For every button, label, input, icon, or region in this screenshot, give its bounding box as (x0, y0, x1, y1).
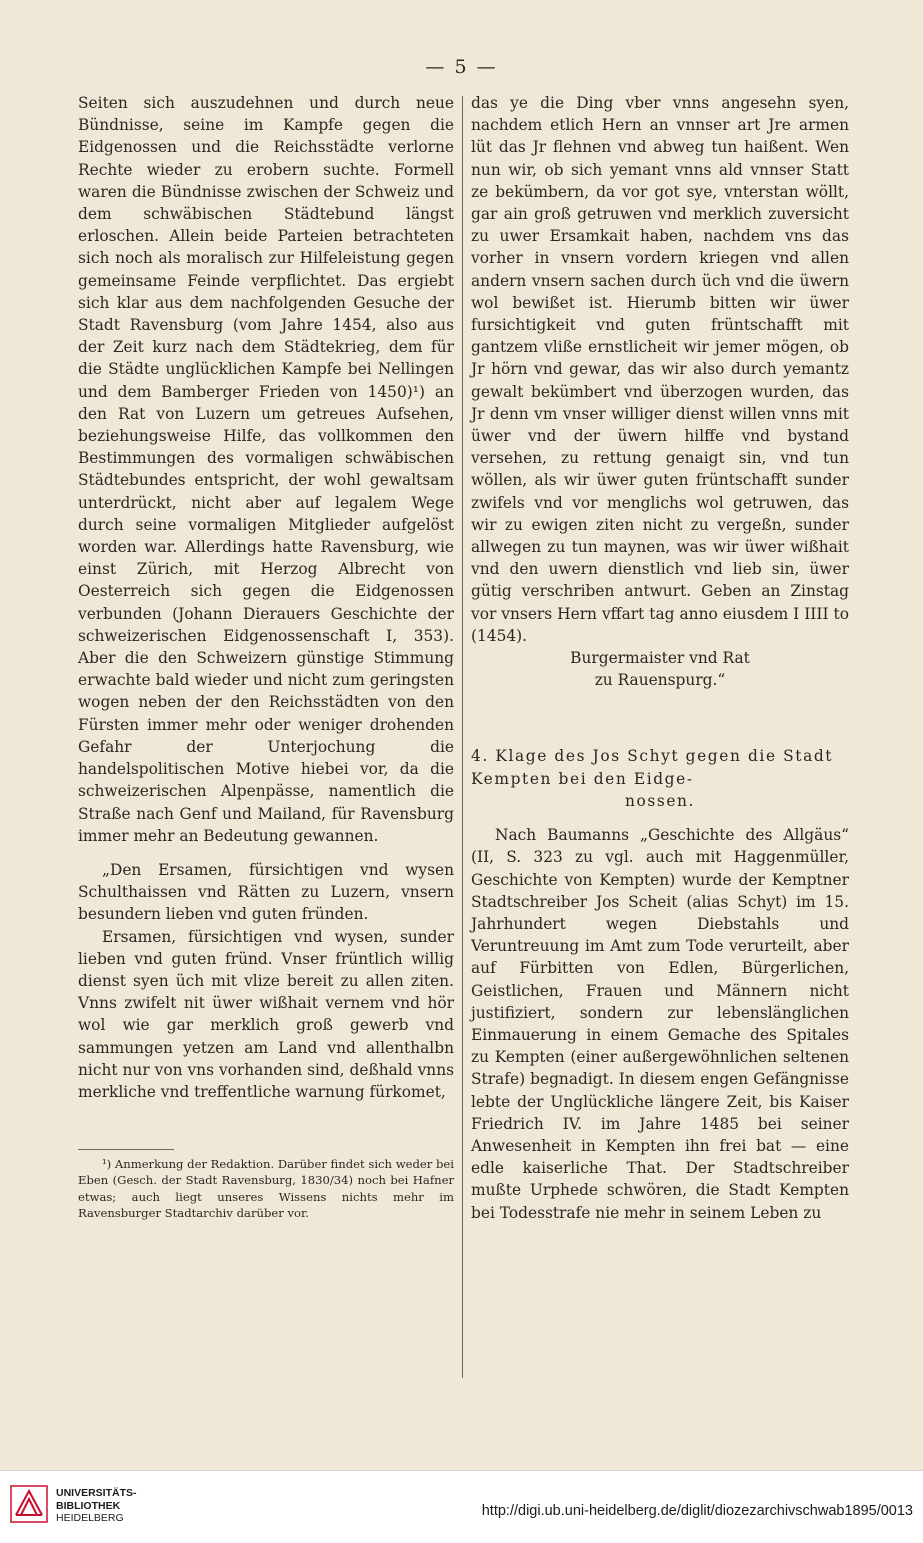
closing-line-1: Burgermaister vnd Rat (570, 649, 750, 668)
right-paragraph-1: das ye die Ding vber vnns angesehn syen, nachdem etlich Hern an vnnser art Jre armen lüt das Jr flehnen vnd abweg tun haißent. Wen nun wir, ob sich yemant vnns ald vnnser Statt ze bekümbern, da vor got sye, vnterstan wöllt, gar ain groß getruwen vnd merklich zuversicht zu uwer Ersamkait haben, nachdem vns das vorher in vnsern vordern kriegen vnd allen andern vnsern sachen durch üch vnd die üwern wol bewißet ist. Hierumb bitten wir üwer fursichtigkeit vnd guten früntschafft mit gantzem vliße ernstlicheit wir jemer mögen, ob Jr hörn vnd gewar, das wir also durch yemantz gewalt bekümbert vnd überzogen wurden, das Jr denn vm vnser williger dienst willen vnns mit üwer vnd der üwern hilffe vnd bystand versehen, zu rettung genaigt sin, vnd tun wöllen, als wir üwer guten früntschafft sunder zwifels vnd vor menglichs wol getruwen, das wir zu ewigen ziten nicht zu vergeßn, sunder allwegen zu tun maynen, was wir üwer wißhait vnd den uwern dienstlich vnd lieb sin, üwer gütig verschriben antwurt. Geben an Zinstag vor vnsers Hern vffart tag anno eiusdem I IIII to (1454). (471, 94, 849, 645)
right-paragraph-2: Nach Baumanns „Geschichte des Allgäus“ (II, S. 323 zu vgl. auch mit Haggenmüller, Geschichte von Kempten) wurde der Kemptner Stadtschreiber Jos Scheit (alias Schyt) im 15. Jahrhundert wegen Diebstahls und Veruntreuung im Amt zum Tode verurteilt, aber auf Fürbitten von Edlen, Bürgerlichen, Geistlichen, Frauen und Männern nicht justifiziert, sondern zur lebenslänglichen Einmauerung in einem Gemache des Spitales zu Kempten (einer außergewöhnlichen seltenen Strafe) begnadigt. In diesem engen Gefängnisse lebte der Unglückliche längere Zeit, bis Kaiser Friedrich IV. im Jahre 1485 bei seiner Anwesenheit in Kempten ihn frei bat — eine edle kaiserliche That. Der Stadtschreiber mußte Urphede schwören, die Stadt Kempten bei Todesstrafe nie mehr in seinem Leben zu (471, 826, 849, 1222)
heidelberg-university-library-logo-icon[interactable] (10, 1485, 48, 1523)
left-paragraph-2: „Den Ersamen, fürsichtigen vnd wysen Schulthaissen vnd Rätten zu Luzern, vnsern besundern lieben vnd guten fründen. (78, 860, 454, 924)
permalink-url[interactable]: http://digi.ub.uni-heidelberg.de/diglit/diozezarchivschwab1895/0013 (481, 1503, 913, 1519)
institution-line-1: UNIVERSITÄTS- (56, 1487, 137, 1499)
page-number: — 5 — (425, 56, 498, 78)
footnote: ¹) Anmerkung der Redaktion. Darüber findet sich weder bei Eben (Gesch. der Stadt Ravensburg, 1830/34) noch bei Hafner etwas; auch liegt unseres Wissens nichts mehr im Ravensburger Stadtarchiv darüber vor. (78, 1157, 454, 1220)
closing-line-2: zu Rauenspurg.“ (594, 671, 726, 690)
footnote-divider (78, 1149, 174, 1150)
section-heading (471, 745, 849, 812)
left-column (78, 92, 454, 1221)
section-heading-line-1: 4. Klage des Jos Schyt gegen die Stadt Kempten bei den Eidge- (471, 747, 834, 788)
left-paragraph-3: Ersamen, fürsichtigen vnd wysen, sunder lieben vnd guten fründ. Vnser früntlich willig dienst syen üch mit vlize bereit zu allen ziten. Vnns zwifelt nit üwer wißhait vernem vnd hör wol wie gar merklich groß gewerb vnd sammungen yetzen am Land vnd allenthalbn nicht nur von vns vorhanden sind, deßhald vnns merkliche vnd treffentliche warnung fürkomet, (78, 927, 454, 1101)
left-paragraph-1: Seiten sich auszudehnen und durch neue Bündnisse, seine im Kampfe gegen die Eidgenossen und die Reichsstädte verlorne Rechte wieder zu erobern suchte. Formell waren die Bündnisse zwischen der Schweiz und dem schwäbischen Städtebund längst erloschen. Allein beide Parteien betrachteten sich noch als moralisch zur Hilfeleistung gegen gemeinsame Feinde verpflichtet. Das ergiebt sich klar aus dem nachfolgenden Gesuche der Stadt Ravensburg (vom Jahre 1454, also aus der Zeit kurz nach dem Städtekrieg, dem für die Städte unglücklichen Kampfe bei Nellingen und dem Bamberger Frieden von 1450)¹) an den Rat von Luzern um getreues Aufsehen, beziehungsweise Hilfe, das vollkommen den Bestimmungen des vormaligen schwäbischen Städtebundes entspricht, der wohl gewaltsam unterdrückt, nicht aber auf legalem Wege durch seine vormaligen Mitglieder aufgelöst worden war. Allerdings hatte Ravensburg, wie einst Zürich, mit Herzog Albrecht von Oesterreich sich gegen die Eidgenossen verbunden (Johann Dierauers Geschichte der schweizerischen Eidgenossenschaft I, 353). Aber die den Schweizern günstige Stimmung erwachte bald wieder und nicht zum geringsten wogen neben der den Reichsstädten von den Fürsten immer mehr oder weniger drohenden Gefahr der Unterjochung die handelspolitischen Motive hiebei vor, da die schweizerischen Alpenpässe, namentlich die Straße nach Genf und Mailand, für Ravensburg immer mehr an Bedeutung gewannen. (78, 94, 454, 845)
column-divider (462, 96, 463, 1378)
viewer-footer (0, 1470, 923, 1543)
institution-name (56, 1487, 137, 1525)
institution-line-2: BIBLIOTHEK (56, 1499, 121, 1512)
section-heading-line-2: nossen. (624, 791, 696, 810)
institution-line-3: HEIDELBERG (56, 1512, 124, 1524)
right-column (471, 92, 849, 1224)
